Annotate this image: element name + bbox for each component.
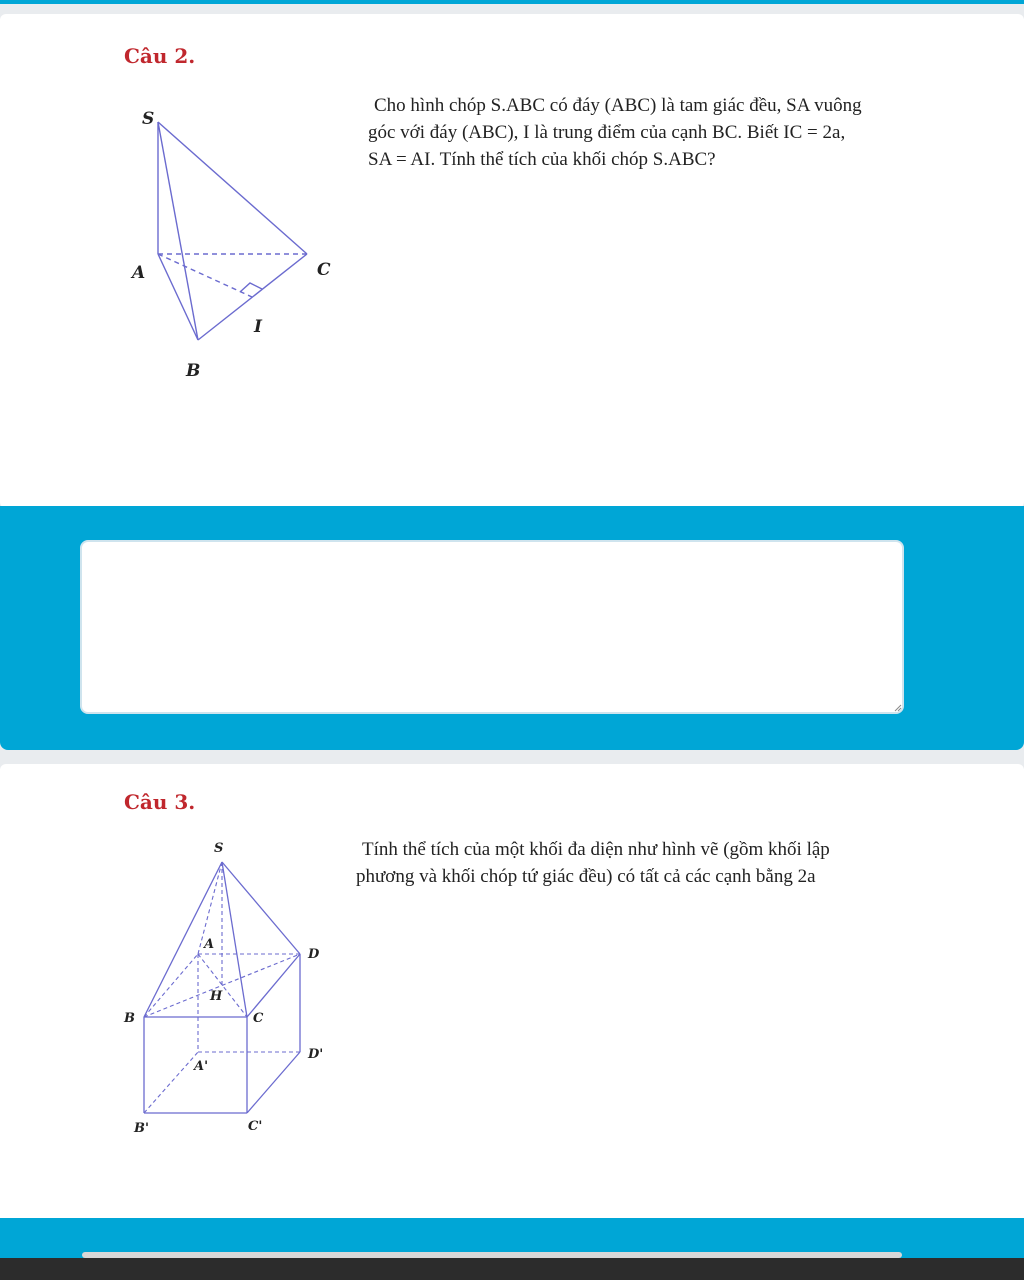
label-c: C [253, 1011, 264, 1026]
edge-b1a1-hidden [144, 1052, 198, 1113]
polyhedron-figure [110, 832, 350, 1152]
resize-handle-icon[interactable] [894, 704, 902, 712]
label-a: A [132, 263, 146, 283]
label-c1: C' [248, 1119, 263, 1134]
edge-sc [158, 122, 307, 254]
top-accent-strip [0, 0, 1024, 4]
edge-sd [222, 862, 300, 954]
edge-bc [198, 254, 307, 340]
edge-ab [158, 254, 198, 340]
label-s: S [214, 841, 224, 856]
label-b: B [124, 1011, 135, 1026]
edge-sb [158, 122, 198, 340]
edge-c1d1 [247, 1052, 300, 1113]
right-angle-mark [240, 283, 262, 292]
question-text-line: Tính thể tích của một khối đa diện như hình vẽ (gồm khối lập [362, 839, 830, 860]
question-text-line: phương và khối chóp tứ giác đều) có tất cả các cạnh bằng 2a [356, 866, 816, 887]
question-title: Câu 3. [124, 790, 196, 814]
question-text [368, 92, 988, 173]
question-text-line: góc với đáy (ABC), I là trung điểm của cạnh BC. Biết IC = 2a, [368, 122, 846, 143]
answer-input[interactable] [80, 540, 904, 714]
label-s: S [142, 109, 155, 129]
label-d: D [308, 947, 320, 962]
question-card-3 [0, 764, 1024, 1224]
edge-sc [222, 862, 247, 1017]
label-a: A [204, 937, 215, 952]
question-card-2 [0, 14, 1024, 508]
segment-ai-hidden [158, 254, 252, 297]
label-a1: A' [194, 1059, 209, 1074]
label-d1: D' [308, 1047, 324, 1062]
question-text-line: SA = AI. Tính thể tích của khối chóp S.ABC? [368, 149, 716, 170]
label-h: H [210, 989, 223, 1004]
label-c: C [317, 260, 331, 280]
system-navigation-bar [0, 1258, 1024, 1280]
label-b1: B' [134, 1121, 149, 1136]
label-b: B [186, 361, 201, 381]
question-text [356, 836, 996, 890]
label-i: I [254, 317, 262, 337]
question-text-line: Cho hình chóp S.ABC có đáy (ABC) là tam giác đều, SA vuông [374, 95, 862, 116]
question-title: Câu 2. [124, 44, 196, 68]
pyramid-figure [120, 84, 350, 404]
edge-cd [247, 954, 300, 1017]
